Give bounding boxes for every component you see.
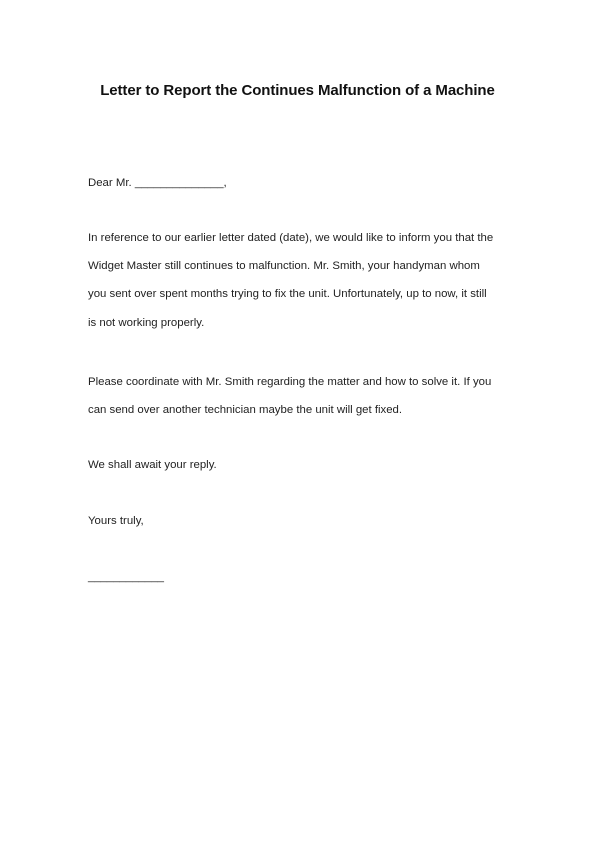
paragraph-1-line-1: In reference to our earlier letter dated (date), we would like to inform you that the bbox=[88, 232, 494, 244]
paragraph-1 bbox=[88, 231, 528, 344]
paragraph-2-line-1: Please coordinate with Mr. Smith regarding the matter and how to solve it. If you bbox=[88, 376, 492, 388]
signature-line: ____________ bbox=[88, 571, 165, 583]
closing-line: We shall await your reply. bbox=[88, 459, 217, 471]
paragraph-1-line-3: you sent over spent months trying to fix the unit. Unfortunately, up to now, it still bbox=[88, 288, 487, 301]
paragraph-2-line-2: can send over another technician maybe the unit will get fixed. bbox=[88, 404, 403, 417]
paragraph-1-line-4: is not working properly. bbox=[88, 316, 205, 329]
salutation: Dear Mr. ______________, bbox=[88, 177, 227, 189]
paragraph-2 bbox=[88, 375, 528, 431]
sign-off: Yours truly, bbox=[88, 515, 144, 527]
letter-title: Letter to Report the Continues Malfunction of a Machine bbox=[100, 82, 495, 99]
paragraph-1-line-2: Widget Master still continues to malfunction. Mr. Smith, your handyman whom bbox=[88, 260, 480, 273]
